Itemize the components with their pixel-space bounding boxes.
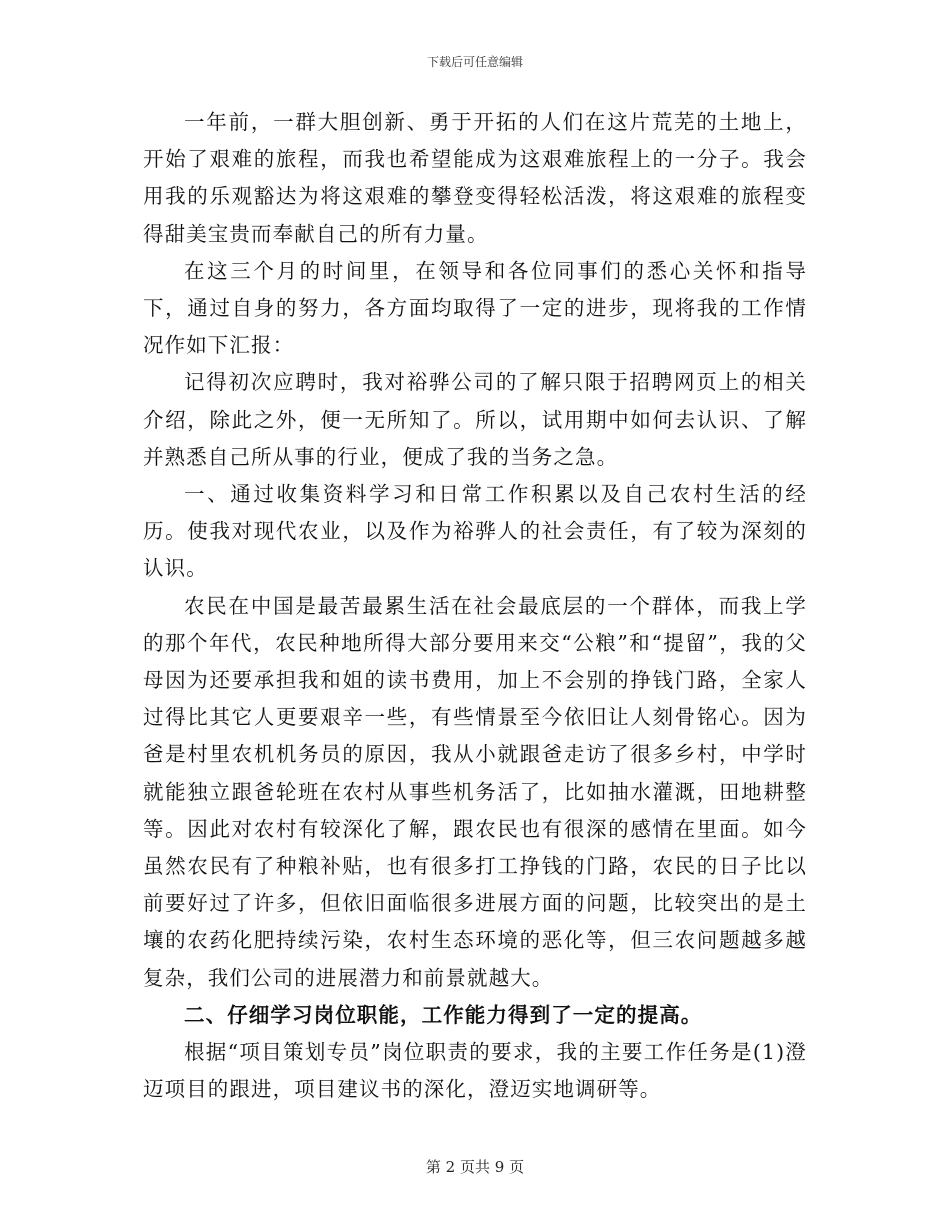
paragraph-first-application: 记得初次应聘时，我对裕骅公司的了解只限于招聘网页上的相关介绍，除此之外，便一无所知了。所以，试用期中如何去认识、了解并熟悉自己所从事的行业，便成了我的当务之急。	[143, 370, 807, 469]
paragraph-section-one: 一、通过收集资料学习和日常工作积累以及自己农村生活的经历。使我对现代农业，以及作为裕骅人的社会责任，有了较为深刻的认识。	[143, 482, 807, 581]
document-body	[143, 104, 807, 1108]
paragraph-three-months: 在这三个月的时间里，在领导和各位同事们的悉心关怀和指导下，通过自身的努力，各方面均取得了一定的进步，现将我的工作情况作如下汇报：	[143, 258, 807, 358]
paragraph-intro: 一年前，一群大胆创新、勇于开拓的人们在这片荒芜的土地上，开始了艰难的旅程，而我也希望能成为这艰难旅程上的一分子。我会用我的乐观豁达为将这艰难的攀登变得轻松活泼，将这艰难的旅程变得甜美宝贵而奉献自己的所有力量。	[143, 110, 807, 246]
section-heading-two: 二、仔细学习岗位职能，工作能力得到了一定的提高。	[184, 1002, 703, 1027]
page-number: 第 2 页共 9 页	[425, 1158, 525, 1176]
page-header: 下载后可任意编辑	[426, 55, 523, 69]
paragraph-farmers: 农民在中国是最苦最累生活在社会最底层的一个群体，而我上学的那个年代，农民种地所得大部分要用来交“公粮”和“提留”，我的父母因为还要承担我和姐的读书费用，加上不会别的挣钱门路，全家人过得比其它人更要艰辛一些，有些情景至今依旧让人刻骨铭心。因为爸是村里农机机务员的原因，我从小就跟爸走访了很多乡村，中学时就能独立跟爸轮班在农村从事些机务活了，比如抽水灌溉，田地耕整等。因此对农村有较深化了解，跟农民也有很深的感情在里面。如今虽然农民有了种粮补贴，也有很多打工挣钱的门路，农民的日子比以前要好过了许多，但依旧面临很多进展方面的问题，比较突出的是土壤的农药化肥持续污染，农村生态环境的恶化等，但三农问题越多越复杂，我们公司的进展潜力和前景就越大。	[143, 593, 807, 990]
paragraph-job-duties: 根据“项目策划专员”岗位职责的要求，我的主要工作任务是(1)澄迈项目的跟进，项目建议书的深化，澄迈实地调研等。	[143, 1040, 807, 1102]
